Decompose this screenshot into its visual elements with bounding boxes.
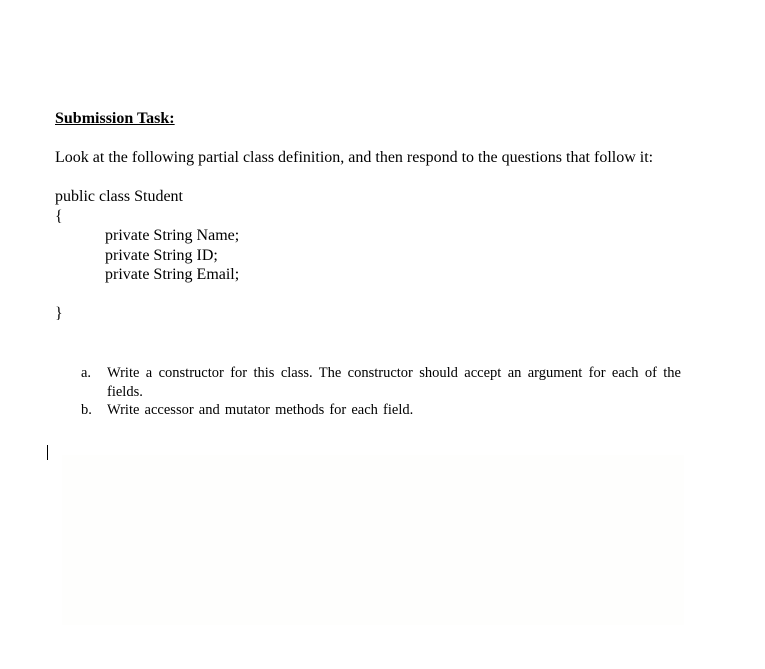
field-name: private String Name; bbox=[105, 227, 240, 244]
question-text: Write a constructor for this class. The constructor should accept an argument for each of the fields. bbox=[107, 365, 681, 400]
question-item bbox=[81, 364, 681, 401]
code-block bbox=[55, 187, 239, 324]
class-declaration: public class Student bbox=[55, 188, 183, 205]
close-brace: } bbox=[55, 305, 63, 322]
question-list bbox=[81, 364, 681, 420]
question-marker: a. bbox=[81, 365, 92, 381]
blank-line bbox=[55, 285, 239, 305]
section-heading: Submission Task: bbox=[55, 110, 175, 127]
blank-answer-area[interactable] bbox=[62, 455, 684, 625]
question-marker: b. bbox=[81, 402, 92, 418]
intro-paragraph: Look at the following partial class definition, and then respond to the questions that follow it: bbox=[55, 149, 654, 166]
question-text: Write accessor and mutator methods for each field. bbox=[107, 402, 414, 418]
field-email: private String Email; bbox=[105, 266, 240, 283]
open-brace: { bbox=[55, 207, 63, 225]
text-cursor[interactable] bbox=[47, 445, 48, 460]
field-id: private String ID; bbox=[105, 246, 218, 264]
question-item bbox=[81, 401, 681, 420]
